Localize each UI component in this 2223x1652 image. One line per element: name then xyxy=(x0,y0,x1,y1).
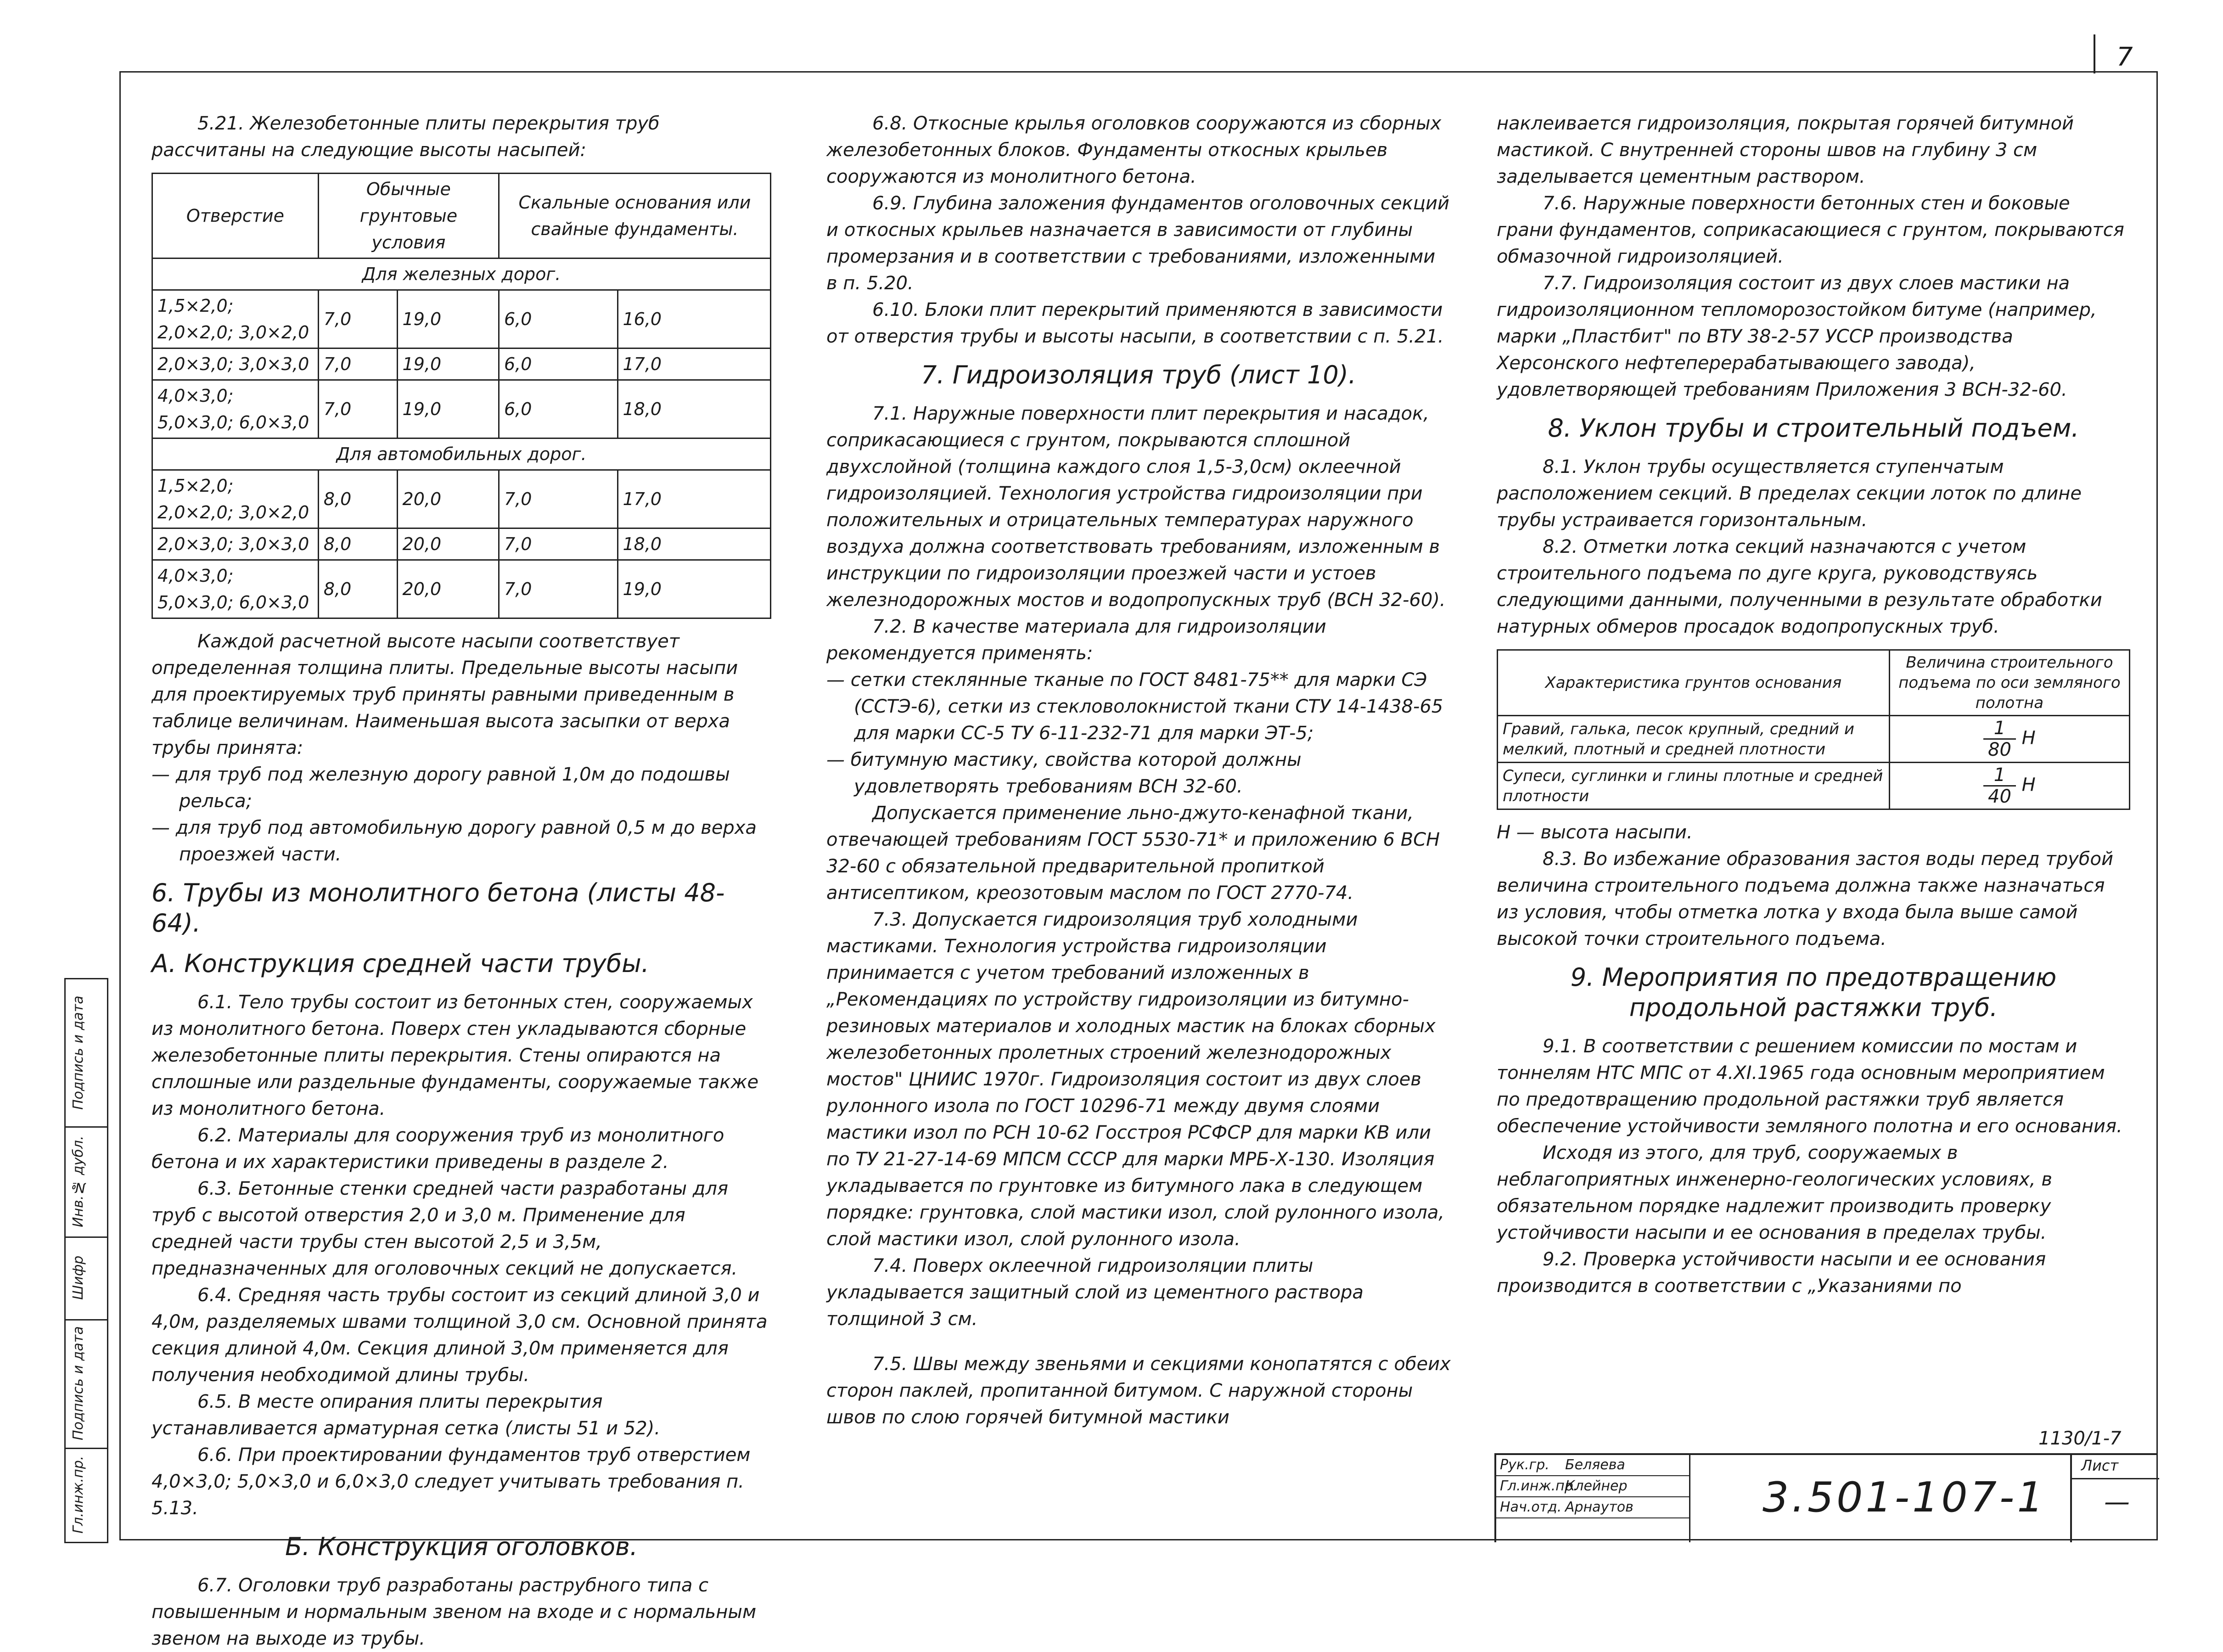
column-2 xyxy=(826,110,1451,1431)
section-heading-9: 9. Мероприятия по предотвращению продольной растяжки труб. xyxy=(1570,963,2057,1022)
table-header: Скальные основания или свайные фундаменты. xyxy=(499,174,770,258)
table-group-label: Для автомобильных дорог. xyxy=(152,438,771,470)
column-3 xyxy=(1497,110,2130,1299)
table-cell: 1,5×2,0; 2,0×2,0; 3,0×2,0 xyxy=(152,470,319,528)
stamp-name: Клейнер xyxy=(1565,1478,1628,1494)
table-header: Величина строительного подъема по оси земляного полотна xyxy=(1889,650,2129,716)
stamp-divider xyxy=(1689,1455,1690,1542)
paragraph-7-5: 7.5. Швы между звеньями и секциями конопатятся с обеих сторон паклей, пропитанной битумом. С наружной стороны швов по слою горячей битумной мастики xyxy=(826,1354,1451,1428)
sidebar-label: Подпись и дата xyxy=(70,995,86,1110)
sidebar-label: Гл.инж.пр. xyxy=(70,1455,86,1534)
table-row xyxy=(152,560,771,618)
table-cell: 7,0 xyxy=(318,290,397,348)
paragraph-6-6: 6.6. При проектировании фундаментов труб отверстием 4,0×3,0; 5,0×3,0 и 6,0×3,0 следует учитывать требования п. 5.13. xyxy=(152,1444,751,1519)
table-cell: 20,0 xyxy=(397,528,499,560)
paragraph-8-1: 8.1. Уклон трубы осуществляется ступенчатым расположением секций. В пределах секции лоток по длине трубы устраивается горизонтальным. xyxy=(1497,456,2082,531)
fraction-numerator: 1 xyxy=(1983,718,2016,740)
table-cell: 7,0 xyxy=(318,348,397,380)
table-row xyxy=(152,470,771,528)
table-cell: 7,0 xyxy=(499,470,618,528)
fraction-numerator: 1 xyxy=(1983,765,2016,787)
table-cell: 7,0 xyxy=(499,560,618,618)
table-row xyxy=(1498,716,2130,763)
paragraph: — битумную мастику, свойства которой должны удовлетворять требованиям ВСН 32-60. xyxy=(826,749,1302,797)
paragraph-8-3: 8.3. Во избежание образования застоя воды перед трубой величина строительного подъема должна также назначаться из условия, чтобы отметка лотка у входа была выше самой высокой точки строительного подъема. xyxy=(1497,848,2113,950)
stamp-row xyxy=(1496,1476,1689,1497)
signature-sidebar xyxy=(64,978,108,1543)
table-cell: 18,0 xyxy=(618,380,771,438)
table-group-label: Для железных дорог. xyxy=(152,258,771,290)
stamp-role: Нач.отд. xyxy=(1500,1499,1562,1515)
table-cell: 8,0 xyxy=(318,528,397,560)
paragraph: Допускается применение льно-джуто-кенафной ткани, отвечающей требованиям ГОСТ 5530-71* и приложению 6 ВСН 32-60 с обязательной предварительной пропиткой антисептиком, креозотовым маслом по ГОСТ 2770-74. xyxy=(826,803,1440,904)
section-heading-7: 7. Гидроизоляция труб (лист 10). xyxy=(921,360,1356,389)
stamp-row xyxy=(1496,1497,1689,1518)
sidebar-label: Инв.№ дубл. xyxy=(70,1135,86,1227)
table-cell: 18,0 xyxy=(618,528,771,560)
stamp-name: Беляева xyxy=(1565,1457,1625,1473)
table-cell: 6,0 xyxy=(499,348,618,380)
paragraph-6-1: 6.1. Тело трубы состоит из бетонных стен, сооружаемых из монолитного бетона. Поверх стен укладываются сборные железобетонные плиты перекрытия. Стены опираются на сплошные или раздельные фундаменты, сооружаемые также из монолитного бетона. xyxy=(152,992,759,1119)
paragraph-7-7: 7.7. Гидроизоляция состоит из двух слоев мастики на гидроизоляционном тепломорозостойком битуме (например, марки „Пластбит" по ВТУ 38-2-57 УССР производства Херсонского нефтеперерабатывающего завода), удовлетворяющей требованиям Приложения 3 ВСН-32-60. xyxy=(1497,273,2097,400)
page-number-divider xyxy=(2094,34,2095,73)
drawing-code: 3.501-107-1 xyxy=(1763,1473,2046,1522)
table-cell: 4,0×3,0; 5,0×3,0; 6,0×3,0 xyxy=(152,380,319,438)
column-1 xyxy=(152,110,771,1652)
sidebar-separator xyxy=(66,1319,107,1320)
paragraph-9-2: 9.2. Проверка устойчивости насыпи и ее основания производится в соответствии с „Указаниями по xyxy=(1497,1249,2046,1297)
paragraph-6-3: 6.3. Бетонные стенки средней части разработаны для труб с высотой отверстия 2,0 и 3,0 м. Применение для средней части трубы стен высотой 2,5 и 3,5м, предназначенных для оголовочных секций не допускается. xyxy=(152,1178,738,1279)
table-cell: 19,0 xyxy=(397,290,499,348)
paragraph: Каждой расчетной высоте насыпи соответствует определенная толщина плиты. Предельные высоты насыпи для проектируемых труб приняты равными приведенным в таблице величинам. Наименьшая высота засыпки от верха трубы принята: xyxy=(152,631,738,759)
section-heading-8: 8. Уклон трубы и строительный подъем. xyxy=(1548,414,2079,443)
table-cell: 19,0 xyxy=(618,560,771,618)
sheet-value: — xyxy=(2104,1487,2130,1517)
paragraph-6-2: 6.2. Материалы для сооружения труб из монолитного бетона и их характеристики приведены в разделе 2. xyxy=(152,1125,724,1173)
title-block xyxy=(1494,1453,2157,1542)
sheet-divider xyxy=(2072,1478,2159,1479)
paragraph-8-2: 8.2. Отметки лотка секций назначаются с учетом строительного подъема по дуге круга, руководствуясь следующими данными, полученными в результате обработки натурных обмеров просадок водопропускных труб. xyxy=(1497,536,2102,637)
fraction-denominator: 40 xyxy=(1988,786,2011,807)
table-cell: 6,0 xyxy=(499,290,618,348)
table-row xyxy=(152,290,771,348)
section-heading-6: 6. Трубы из монолитного бетона (листы 48-64). xyxy=(152,878,725,938)
table-row xyxy=(1498,763,2130,809)
sidebar-separator xyxy=(66,1448,107,1449)
table-note: Н — высота насыпи. xyxy=(1497,822,1693,843)
table-cell: 2,0×3,0; 3,0×3,0 xyxy=(152,348,319,380)
paragraph-9-1: 9.1. В соответствии с решением комиссии по мостам и тоннелям НТС МПС от 4.XI.1965 года основным мероприятием по предотвращению продольной растяжки труб является обеспечение устойчивости земляного полотна и его основания. xyxy=(1497,1036,2122,1137)
paragraph: — для труб под автомобильную дорогу равной 0,5 м до верха проезжей части. xyxy=(152,817,757,865)
table-cell: 7,0 xyxy=(499,528,618,560)
table-row xyxy=(152,348,771,380)
paragraph: наклеивается гидроизоляция, покрытая горячей битумной мастикой. С внутренней стороны швов на глубину 3 см заделывается цементным раствором. xyxy=(1497,113,2074,187)
table-cell: 20,0 xyxy=(397,560,499,618)
table-header: Обычные грунтовые условия xyxy=(318,174,499,258)
table-cell: 7,0 xyxy=(318,380,397,438)
paragraph-7-3: 7.3. Допускается гидроизоляция труб холодными мастиками. Технология устройства гидроизоляции принимается с учетом требований изложенных в „Рекомендациях по устройству гидроизоляции из битумно-резиновых материалов и холодных мастик на блоках сборных железобетонных пролетных строений железнодорожных мостов" ЦНИИС 1970г. Гидроизоляция состоит из двух слоев рулонного изола по ГОСТ 10296-71 между двумя слоями мастики изол по РСН 10-62 Госстроя РСФСР для марки КВ или по ТУ 21-27-14-69 МПСМ СССР для марки МРБ-Х-130. Изоляция укладывается по грунтовке из битумного лака в следующем порядке: грунтовка, слой мастики изол, слой рулонного изола, слой мастики изол, слой рулонного изола. xyxy=(826,909,1445,1250)
table-cell: 19,0 xyxy=(397,348,499,380)
sheet-label: Лист xyxy=(2081,1457,2119,1474)
document-ref: 1130/1-7 xyxy=(2038,1428,2122,1449)
table-row xyxy=(152,528,771,560)
stamp-row xyxy=(1496,1455,1689,1476)
paragraph-6-10: 6.10. Блоки плит перекрытий применяются в зависимости от отверстия трубы и высоты насыпи, в соответствии с п. 5.21. xyxy=(826,299,1444,347)
sidebar-separator xyxy=(66,1126,107,1128)
height-symbol: Н xyxy=(2021,727,2036,749)
paragraph: — сетки стеклянные тканые по ГОСТ 8481-75** для марки СЭ (ССТЭ-6), сетки из стекловолокнистой ткани СТУ 14-1438-65 для марки СС-5 ТУ 6-11-232-71 для марки ЭТ-5; xyxy=(826,669,1443,744)
paragraph: Исходя из этого, для труб, сооружаемых в неблагоприятных инженерно-геологических условиях, в обязательном порядке надлежит производить проверку устойчивости насыпи и ее основания в пределах трубы. xyxy=(1497,1142,2052,1243)
table-header: Характеристика грунтов основания xyxy=(1498,650,1890,716)
height-symbol: Н xyxy=(2021,774,2036,796)
table-cell: 17,0 xyxy=(618,348,771,380)
table-header: Отверстие xyxy=(152,174,319,258)
sheet-box xyxy=(2070,1455,2159,1542)
sidebar-label: Шифр xyxy=(70,1255,86,1300)
sidebar-separator xyxy=(66,1236,107,1238)
paragraph-7-1: 7.1. Наружные поверхности плит перекрытия и насадок, соприкасающиеся с грунтом, покрываются сплошной двухслойной (толщина каждого слоя 1,5-3,0см) оклеечной гидроизоляцией. Технология устройства гидроизоляции при положительных и отрицательных температурах наружного воздуха должна соответствовать требованиям, изложенным в инструкции по гидроизоляции проезжей части и устоев железнодорожных мостов и водопропускных труб (ВСН 32-60). xyxy=(826,403,1446,611)
table-cell: 20,0 xyxy=(397,470,499,528)
table-cell: 1,5×2,0; 2,0×2,0; 3,0×2,0 xyxy=(152,290,319,348)
table-cell xyxy=(1889,716,2129,763)
table-cell xyxy=(1889,763,2129,809)
table-cell: 6,0 xyxy=(499,380,618,438)
table-cell: 17,0 xyxy=(618,470,771,528)
paragraph-6-5: 6.5. В месте опирания плиты перекрытия устанавливается арматурная сетка (листы 51 и 52). xyxy=(152,1391,661,1439)
table-cell: 8,0 xyxy=(318,560,397,618)
paragraph-6-8: 6.8. Откосные крылья оголовков сооружаются из сборных железобетонных блоков. Фундаменты откосных крыльев сооружаются из монолитного бетона. xyxy=(826,113,1442,187)
table-cell: 4,0×3,0; 5,0×3,0; 6,0×3,0 xyxy=(152,560,319,618)
paragraph: — для труб под железную дорогу равной 1,0м до подошвы рельса; xyxy=(152,764,730,812)
paragraph-7-2: 7.2. В качестве материала для гидроизоляции рекомендуется применять: xyxy=(826,616,1326,664)
fraction-denominator: 80 xyxy=(1988,739,2011,760)
table-cell: 16,0 xyxy=(618,290,771,348)
table-cell: Гравий, галька, песок крупный, средний и мелкий, плотный и средней плотности xyxy=(1498,716,1890,763)
camber-table xyxy=(1497,649,2130,810)
subsection-heading-b: Б. Конструкция оголовков. xyxy=(285,1532,638,1561)
stamp-role: Гл.инж.пр. xyxy=(1500,1478,1578,1494)
sidebar-label: Подпись и дата xyxy=(70,1326,86,1441)
paragraph-6-4: 6.4. Средняя часть трубы состоит из секций длиной 3,0 и 4,0м, разделяемых швами толщиной 3,0 см. Основной принята секция длиной 4,0м. Секция длиной 3,0м применяется для получения необходимой длины трубы. xyxy=(152,1285,768,1386)
paragraph-7-6: 7.6. Наружные поверхности бетонных стен и боковые грани фундаментов, соприкасающиеся с грунтом, покрываются обмазочной гидроизоляцией. xyxy=(1497,193,2124,267)
table-cell: 8,0 xyxy=(318,470,397,528)
paragraph-6-7: 6.7. Оголовки труб разработаны раструбного типа с повышенным и нормальным звеном на входе и с нормальным звеном на выходе из трубы. xyxy=(152,1575,757,1649)
table-row xyxy=(152,380,771,438)
stamp-name: Арнаутов xyxy=(1565,1499,1634,1515)
page-number: 7 xyxy=(2116,42,2133,72)
paragraph-5-21: 5.21. Железобетонные плиты перекрытия труб рассчитаны на следующие высоты насыпей: xyxy=(152,113,660,161)
paragraph-7-4: 7.4. Поверх оклеечной гидроизоляции плиты укладывается защитный слой из цементного раствора толщиной 3 см. xyxy=(826,1255,1364,1330)
subsection-heading-a: А. Конструкция средней части трубы. xyxy=(152,949,649,978)
table-cell: 2,0×3,0; 3,0×3,0 xyxy=(152,528,319,560)
table-cell: Супеси, суглинки и глины плотные и средней плотности xyxy=(1498,763,1890,809)
slab-height-table xyxy=(152,173,771,619)
paragraph-6-9: 6.9. Глубина заложения фундаментов оголовочных секций и откосных крыльев назначается в зависимости от глубины промерзания и в соответствии с требованиями, изложенными в п. 5.20. xyxy=(826,193,1449,294)
table-cell: 19,0 xyxy=(397,380,499,438)
stamp-role: Рук.гр. xyxy=(1500,1457,1549,1473)
